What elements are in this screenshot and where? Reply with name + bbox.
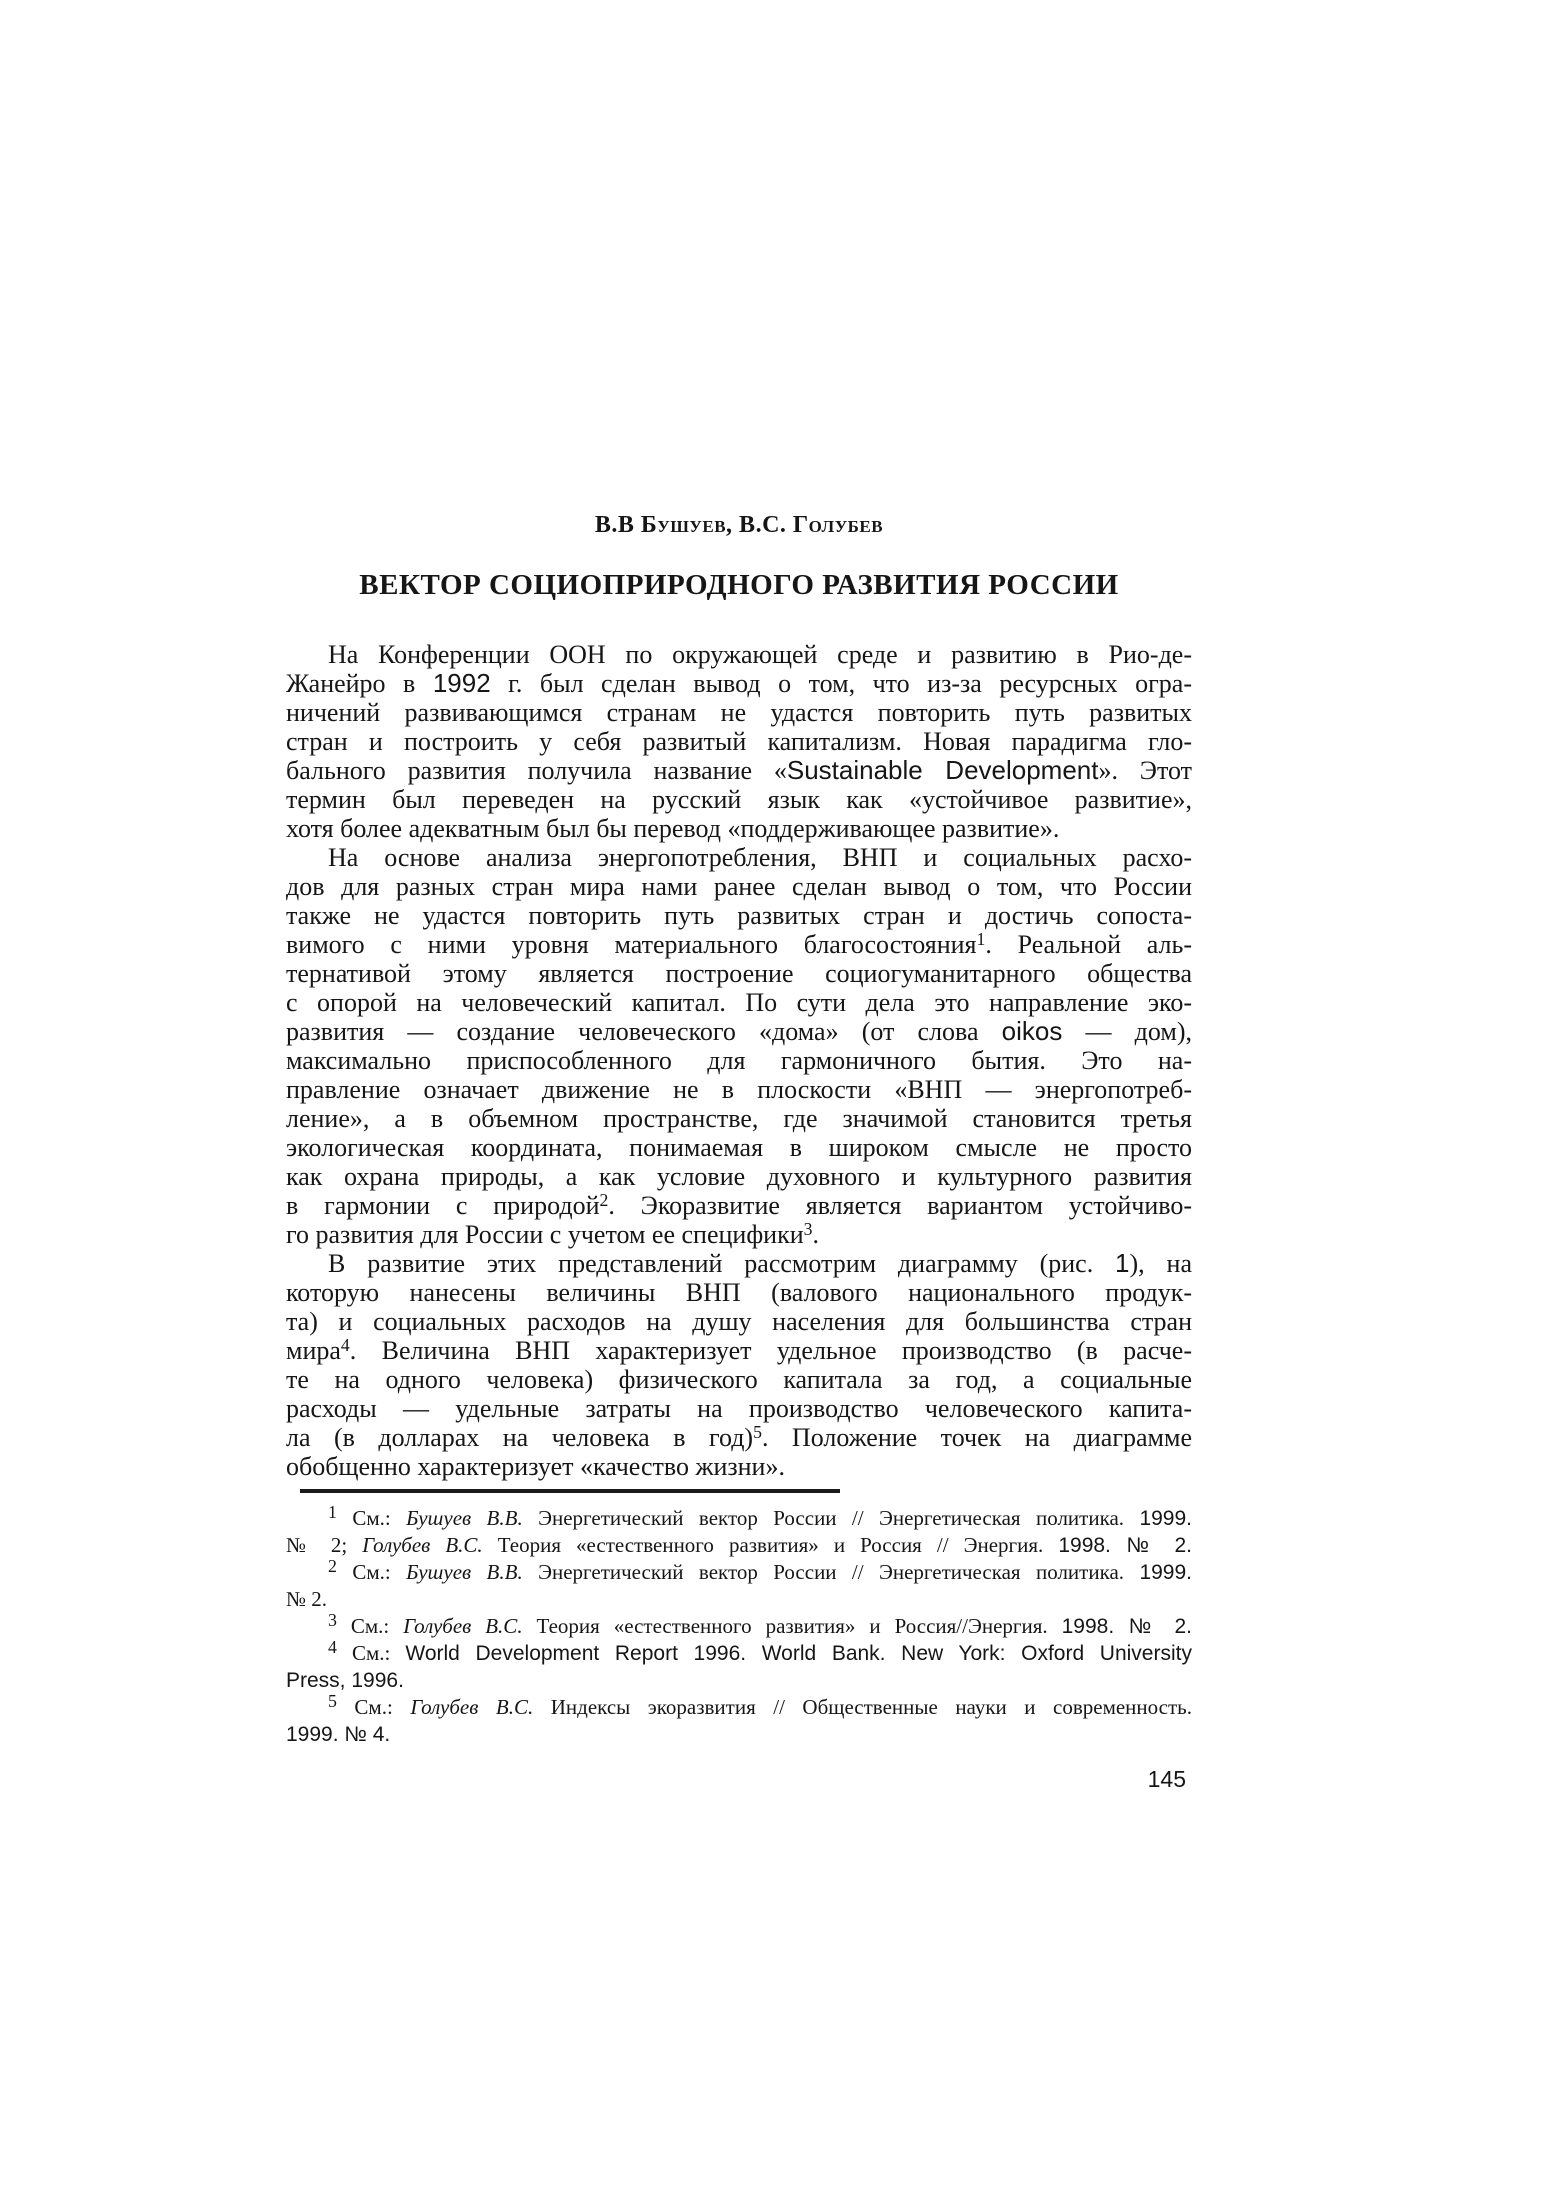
body-line: с опорой на человеческий капитал. По сути дела это направление эко- bbox=[286, 988, 1192, 1017]
sans-text: 1992 bbox=[432, 668, 491, 698]
body-line: правление означает движение не в плоскости «ВНП — энергопотреб- bbox=[286, 1075, 1192, 1104]
body-line: максимально приспособленного для гармоничного бытия. Это на- bbox=[286, 1046, 1192, 1075]
superscript-number: 4 bbox=[328, 1636, 337, 1657]
page-title: ВЕКТОР СОЦИОПРИРОДНОГО РАЗВИТИЯ РОССИИ bbox=[359, 569, 1119, 601]
footnote-line: № 2. bbox=[286, 1587, 328, 1611]
body-line: бального развития получила название «Sustainable Development». Этот bbox=[286, 755, 1192, 785]
authors-line: В.В Бушуев, В.С. Голубев bbox=[594, 512, 884, 538]
body-line: которую нанесены величины ВНП (валового национального продук- bbox=[286, 1278, 1192, 1307]
sans-text: 1998. № 2. bbox=[1061, 1615, 1193, 1638]
sans-text: 1 bbox=[1115, 1248, 1130, 1278]
body-line: те на одного человека) физического капитала за год, а социальные bbox=[286, 1365, 1192, 1394]
sans-text: oikos bbox=[1001, 1016, 1063, 1046]
superscript-number: 3 bbox=[328, 1609, 337, 1630]
sans-text: 1999. bbox=[1139, 1561, 1192, 1584]
superscript-number: 4 bbox=[340, 1335, 350, 1356]
body-line: хотя более адекватным был бы перевод «поддерживающее развитие». bbox=[286, 814, 1060, 843]
body-line: тернативой этому является построение социогуманитарного общества bbox=[286, 959, 1192, 988]
body-line: ление», а в объемном пространстве, где значимой становится третья bbox=[286, 1104, 1192, 1133]
body-line: В развитие этих представлений рассмотрим диаграмму (рис. 1), на bbox=[328, 1248, 1192, 1278]
superscript-number: 2 bbox=[599, 1190, 609, 1211]
body-line: в гармонии с природой$^2$. Экоразвитие является вариантом устойчиво- bbox=[286, 1190, 1192, 1220]
body-line: Жанейро в 1992 г. был сделан вывод о том, что из-за ресурсных огра- bbox=[286, 668, 1192, 698]
paragraph-3 bbox=[286, 1249, 1192, 1481]
body-line: развития — создание человеческого «дома» (от слова oikos — дом), bbox=[286, 1016, 1192, 1046]
footnote-line: 5 См.: Голубев В.С. Индексы экоразвития // Общественные науки и современность. bbox=[328, 1690, 1193, 1719]
body-line: дов для разных стран мира нами ранее сделан вывод о том, что России bbox=[286, 872, 1192, 901]
footnote-separator bbox=[300, 1489, 840, 1493]
footnote-line: № 2; Голубев В.С. Теория «естественного развития» и Россия // Энергия. 1998. № 2. bbox=[286, 1533, 1192, 1557]
footnote-line bbox=[286, 1721, 1192, 1748]
sans-text: Press, 1996. bbox=[286, 1669, 404, 1692]
paragraph-1 bbox=[286, 640, 1192, 843]
body-line: экологическая координата, понимаемая в широком смысле не просто bbox=[286, 1133, 1192, 1162]
italic-text: Голубев В.С. bbox=[403, 1614, 523, 1638]
body-line: обобщенно характеризует «качество жизни». bbox=[286, 1452, 785, 1481]
body-line: расходы — удельные затраты на производство человеческого капита- bbox=[286, 1394, 1192, 1423]
body-line: На основе анализа энергопотребления, ВНП и социальных расхо- bbox=[328, 843, 1192, 872]
superscript-number: 3 bbox=[803, 1219, 813, 1240]
footnote-line: 4 См.: World Development Report 1996. World Bank. New York: Oxford University bbox=[328, 1636, 1192, 1665]
sans-text: Sustainable Development bbox=[786, 755, 1099, 785]
paragraph-2 bbox=[286, 843, 1192, 1249]
body-line: стран и построить у себя развитый капитализм. Новая парадигма гло- bbox=[286, 727, 1192, 756]
superscript-number: 5 bbox=[753, 1422, 762, 1443]
italic-text: Голубев В.С. bbox=[410, 1695, 534, 1719]
footnote-line: 3 См.: Голубев В.С. Теория «естественного развития» и Россия//Энергия. 1998. № 2. bbox=[328, 1609, 1193, 1638]
sans-text: World Development Report 1996. World Bank. New York: Oxford University bbox=[405, 1642, 1192, 1665]
body-line: также не удастся повторить путь развитых стран и достичь сопоста- bbox=[286, 901, 1192, 930]
italic-text: Голубев В.С. bbox=[362, 1533, 483, 1557]
body-line: ла (в долларах на человека в год)$^5$. Положение точек на диаграмме bbox=[286, 1422, 1192, 1452]
body-line: термин был переведен на русский язык как «устойчивое развитие», bbox=[286, 785, 1192, 814]
footnote-line bbox=[286, 1667, 1192, 1694]
footnote-line: 2 См.: Бушуев В.В. Энергетический вектор России // Энергетическая политика. 1999. bbox=[328, 1555, 1192, 1584]
footnote-line: 1 См.: Бушуев В.В. Энергетический вектор России // Энергетическая политика. 1999. bbox=[328, 1501, 1192, 1530]
superscript-number: 2 bbox=[328, 1555, 337, 1576]
body-line: как охрана природы, а как условие духовного и культурного развития bbox=[286, 1162, 1192, 1191]
superscript-number: 1 bbox=[976, 929, 986, 950]
superscript-number: 1 bbox=[328, 1501, 337, 1522]
body-line: та) и социальных расходов на душу населения для большинства стран bbox=[286, 1307, 1192, 1336]
italic-text: Бушуев В.В. bbox=[406, 1506, 523, 1530]
body-line: На Конференции ООН по окружающей среде и развитию в Рио-де- bbox=[328, 640, 1192, 669]
body-line: ничений развивающимся странам не удастся повторить путь развитых bbox=[286, 698, 1192, 727]
superscript-number: 5 bbox=[328, 1690, 337, 1711]
footnotes-block bbox=[286, 1501, 1193, 1748]
body-line: вимого с ними уровня материального благосостояния$^1$. Реальной аль- bbox=[286, 929, 1192, 959]
sans-text: 1999. № 4. bbox=[286, 1723, 391, 1746]
sans-text: 1998. № 2. bbox=[1058, 1534, 1192, 1557]
article-content bbox=[286, 512, 1192, 1793]
italic-text: Бушуев В.В. bbox=[406, 1560, 523, 1584]
body-line: го развития для России с учетом ее специфики$^3$. bbox=[286, 1219, 819, 1249]
sans-text: 1999. bbox=[1139, 1507, 1192, 1530]
page-number: 145 bbox=[1147, 1766, 1186, 1792]
body-text bbox=[286, 640, 1192, 1481]
body-line: мира$^4$. Величина ВНП характеризует удельное производство (в расче- bbox=[286, 1335, 1192, 1365]
